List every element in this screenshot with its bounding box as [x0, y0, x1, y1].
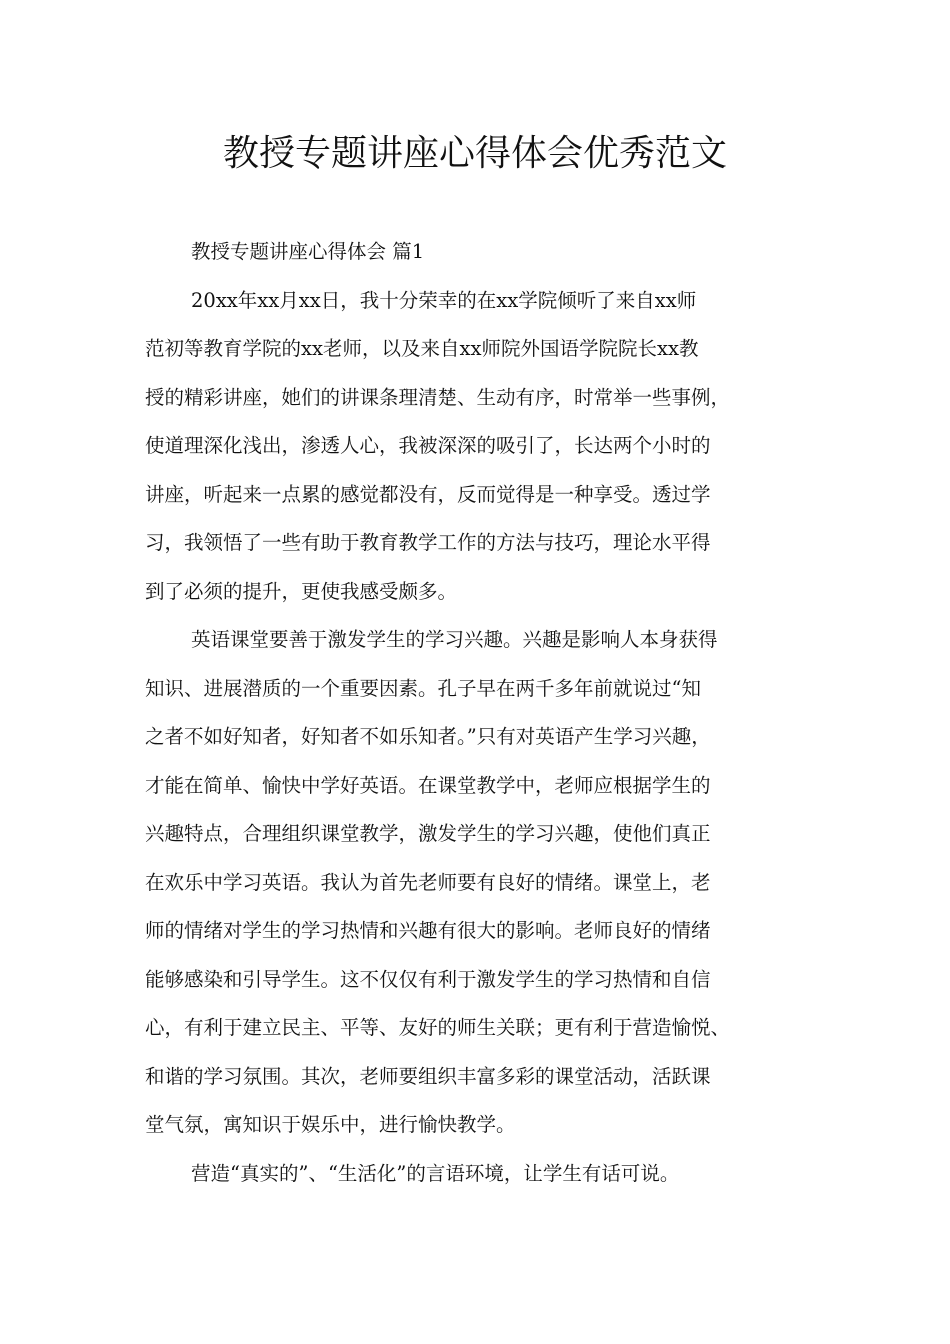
text-line: 师的情绪对学生的学习热情和兴趣有很大的影响。老师良好的情绪: [145, 919, 711, 942]
document-body: [145, 228, 809, 1198]
text-line: 到了必须的提升，更使我感受颇多。: [145, 579, 458, 603]
section-heading: 教授专题讲座心得体会 篇1: [191, 240, 425, 263]
text-line: 英语课堂要善于激发学生的学习兴趣。兴趣是影响人本身获得: [191, 628, 718, 651]
text-line: 和谐的学习氛围。其次，老师要组织丰富多彩的课堂活动，活跃课: [145, 1064, 711, 1088]
text-line: 20xx年xx月xx日，我十分荣幸的在xx学院倾听了来自xx师: [191, 288, 697, 312]
text-line: 营造“真实的”、“生活化”的言语环境，让学生有话可说。: [191, 1161, 680, 1185]
document-title: 教授专题讲座心得体会优秀范文: [222, 133, 727, 174]
text-line: 才能在简单、愉快中学好英语。在课堂教学中，老师应根据学生的: [145, 773, 711, 797]
text-line: 堂气氛，寓知识于娱乐中，进行愉快教学。: [145, 1113, 516, 1136]
text-line: 讲座，听起来一点累的感觉都没有，反而觉得是一种享受。透过学: [145, 482, 711, 506]
text-line: 在欢乐中学习英语。我认为首先老师要有良好的情绪。课堂上，老: [145, 870, 711, 894]
text-line: 能够感染和引导学生。这不仅仅有利于激发学生的学习热情和自信: [145, 967, 711, 991]
text-line: 兴趣特点，合理组织课堂教学，激发学生的学习兴趣，使他们真正: [145, 822, 711, 845]
text-line: 知识、进展潜质的一个重要因素。孔子早在两千多年前就说过“知: [145, 676, 701, 700]
text-line: 心，有利于建立民主、平等、友好的师生关联；更有利于营造愉悦、: [145, 1016, 731, 1039]
text-line: 使道理深化浅出，渗透人心，我被深深的吸引了，长达两个小时的: [145, 434, 711, 457]
text-line: 习，我领悟了一些有助于教育教学工作的方法与技巧，理论水平得: [145, 531, 711, 554]
text-line: 范初等教育学院的xx老师，以及来自xx师院外国语学院院长xx教: [145, 337, 699, 360]
text-line: 之者不如好知者，好知者不如乐知者。”只有对英语产生学习兴趣，: [145, 725, 711, 748]
text-line: 授的精彩讲座，她们的讲课条理清楚、生动有序，时常举一些事例，: [145, 385, 731, 409]
